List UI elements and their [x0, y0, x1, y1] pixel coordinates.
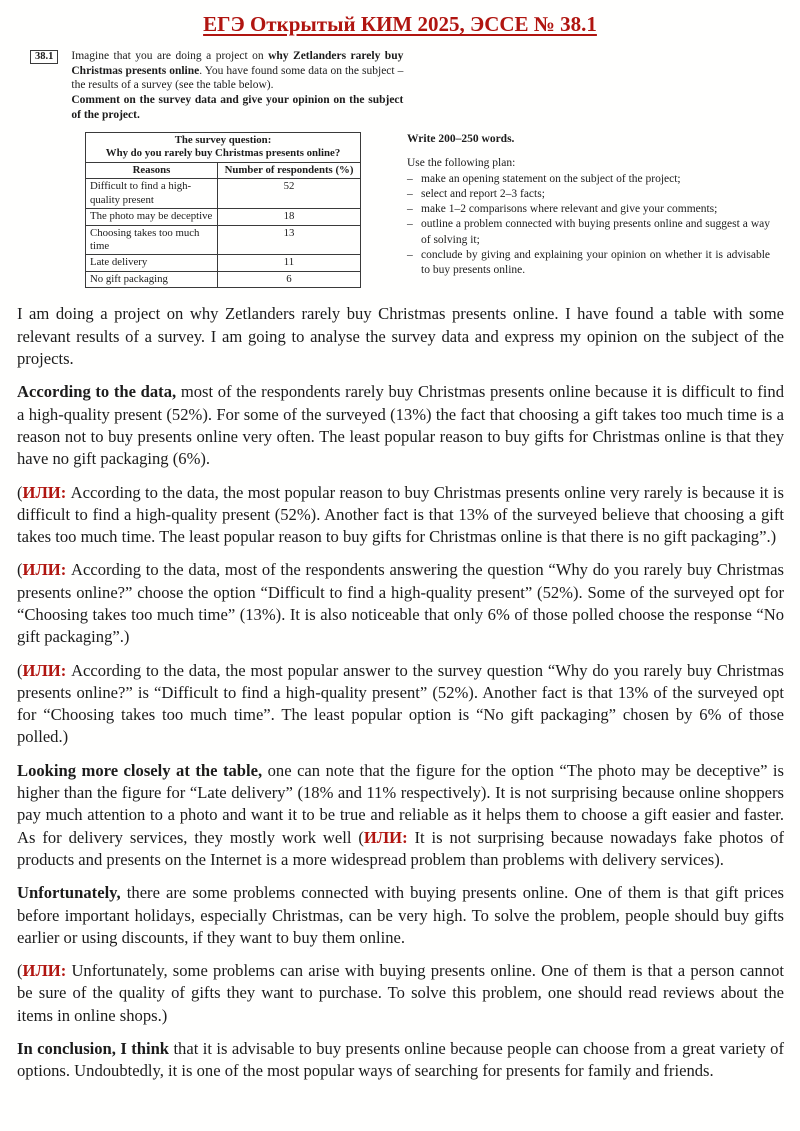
table-row — [86, 255, 361, 271]
value-cell: 11 — [218, 255, 361, 271]
text-segment: . You have found some data on the subject – the results of a survey (see the table below). — [71, 64, 404, 92]
task-instruction-paragraph — [71, 93, 403, 122]
task-number-box: 38.1 — [30, 50, 58, 64]
plan-item — [407, 172, 770, 187]
plan-item-text: select and report 2–3 facts; — [421, 188, 545, 201]
plan-item-text: make 1–2 comparisons where relevant and give your comments; — [421, 203, 718, 216]
task-section — [30, 49, 770, 288]
reason-cell: Late delivery — [86, 255, 218, 271]
text-segment: Comment on the survey data and give your opinion on the subject of the project. — [71, 94, 404, 121]
writing-instructions-panel — [407, 132, 770, 289]
plan-item — [407, 217, 770, 247]
table-title-line2: Why do you rarely buy Christmas presents online? — [105, 147, 341, 160]
dash-marker: – — [407, 172, 413, 185]
table-row — [86, 179, 361, 209]
table-title-row — [86, 132, 361, 162]
text-segment: Imagine that you are doing a project on — [71, 50, 269, 62]
value-cell: 6 — [218, 271, 361, 287]
reason-cell: Choosing takes too much time — [86, 225, 218, 255]
task-instructions — [71, 49, 403, 123]
column-header-reasons: Reasons — [86, 162, 218, 178]
alternative-marker: ИЛИ: — [363, 827, 408, 847]
table-row — [86, 225, 361, 255]
dash-marker: – — [407, 218, 413, 231]
text-segment: why Zetlanders rarely buy Christmas presents online — [71, 50, 404, 77]
table-title-line1: The survey question: — [174, 133, 272, 146]
text-segment: I am doing a project on why Zetlanders rarely buy Christmas presents online. I have found a table with some relevant results of a survey. I am going to analyse the survey data and express my opinion on the subject of the projects. — [17, 304, 784, 369]
dash-marker: – — [407, 203, 413, 216]
essay-paragraph — [17, 559, 784, 648]
column-header-respondents: Number of respondents (%) — [218, 162, 361, 178]
word-limit: Write 200–250 words. — [407, 132, 515, 145]
text-segment: According to the data, the most popular reason to buy Christmas presents online very rarely is because it is difficult to find a high-quality present (52%). Another fact is that 13% of the surveyed believe that choosing a gift takes too much time. The least popular reason to buy gifts for Christmas online is that there is no gift packaging”.) — [17, 482, 784, 547]
plan-item-text: outline a problem connected with buying presents online and suggest a way of solving it; — [421, 218, 770, 246]
page-title-text: ЕГЭ Открытый КИМ 2025, ЭССЕ № 38.1 — [203, 12, 597, 36]
page-title — [0, 12, 800, 37]
table-row — [86, 271, 361, 287]
alternative-marker: ИЛИ: — [22, 660, 67, 680]
essay-paragraph — [17, 482, 784, 549]
value-cell: 52 — [218, 179, 361, 209]
plan-item — [407, 202, 770, 217]
text-segment: ( — [17, 660, 23, 680]
essay-paragraph — [17, 303, 784, 370]
plan-item — [407, 248, 770, 278]
plan-intro: Use the following plan: — [407, 156, 516, 169]
alternative-marker: ИЛИ: — [22, 482, 67, 502]
table-column-header-row — [86, 162, 361, 178]
plan-item-text: conclude by giving and explaining your opinion on whether it is advisable to buy presents online. — [421, 248, 770, 276]
value-cell: 18 — [218, 209, 361, 225]
survey-table-wrap — [85, 132, 361, 289]
text-segment: Unfortunately, — [17, 883, 127, 903]
reason-cell: No gift packaging — [86, 271, 218, 287]
task-body-row — [30, 132, 770, 289]
plan-list — [407, 172, 770, 278]
dash-marker: – — [407, 188, 413, 201]
survey-table — [85, 132, 361, 289]
table-title — [86, 132, 361, 162]
text-segment: one can note that the figure for the option “The photo may be deceptive” is higher than the figure for “Late delivery” (18% and 11% respectively). It is not surprising because online shoppers pay much attention to a photo and want it to be true and reliable as it helps them to choose a gift easier and faster. As for delivery services, they mostly work well ( — [17, 760, 784, 847]
essay-paragraph — [17, 760, 784, 871]
text-segment: According to the data, most of the respondents answering the question “Why do you rarely buy Christmas presents online?” choose the option “Difficult to find a high-quality present” (52%). Some of the surveyed opt for “Choosing takes too much time” (13%). It is also noticeable that only 6% of those polled choose the response “No gift packaging”.) — [17, 560, 784, 647]
survey-table-body — [86, 179, 361, 288]
text-segment: According to the data, the most popular answer to the survey question “Why do you rarely buy Christmas presents online?” is “Difficult to find a high-quality present” (52%). Another fact is that 13% of the surveyed opt for “Choosing takes too much time”. The least popular option is “No gift packaging” chosen by 6% of those polled.) — [17, 660, 784, 747]
text-segment: According to the data, — [17, 382, 181, 402]
reason-cell: The photo may be deceptive — [86, 209, 218, 225]
essay-paragraph — [17, 882, 784, 949]
alternative-marker: ИЛИ: — [22, 560, 67, 580]
essay-body — [17, 303, 784, 1082]
text-segment: In conclusion, I think — [17, 1039, 174, 1059]
reason-cell: Difficult to find a high-quality present — [86, 179, 218, 209]
plan-item-text: make an opening statement on the subject of the project; — [421, 172, 681, 185]
alternative-marker: ИЛИ: — [22, 961, 67, 981]
text-segment: It is not surprising because nowadays fake photos of products and presents on the Internet is a more widespread problem than problems with delivery services). — [17, 827, 784, 869]
text-segment: ( — [17, 482, 23, 502]
task-instruction-paragraph — [71, 49, 403, 93]
table-row — [86, 209, 361, 225]
plan-item — [407, 187, 770, 202]
essay-paragraph — [17, 960, 784, 1027]
text-segment: Looking more closely at the table, — [17, 760, 268, 780]
value-cell: 13 — [218, 225, 361, 255]
text-segment: that it is advisable to buy presents online because people can choose from a great variety of options. Undoubtedly, it is one of the most popular ways of searching for presents for family and friends. — [17, 1039, 784, 1081]
essay-paragraph — [17, 660, 784, 749]
text-segment: Unfortunately, some problems can arise with buying presents online. One of them is that a person cannot be sure of the quality of gifts they want to purchase. To solve this problem, one should read reviews about the items in online shops.) — [17, 961, 784, 1025]
text-segment: ( — [17, 961, 23, 981]
dash-marker: – — [407, 248, 413, 261]
text-segment: there are some problems connected with buying presents online. One of them is that gift prices before important holidays, especially Christmas, can be very high. To solve the problem, people should buy gifts earlier or using discounts, if they want to buy them online. — [17, 883, 785, 947]
task-header-row — [30, 49, 770, 123]
essay-paragraph — [17, 1038, 784, 1083]
text-segment: most of the respondents rarely buy Christmas presents online because it is difficult to find a high-quality present (52%). For some of the surveyed (13%) the fact that choosing a gift takes too much time is a reason not to buy presents online very often. The least popular reason to buy gifts for Christmas online is that they have no gift packaging (6%). — [17, 382, 785, 469]
essay-paragraph — [17, 381, 784, 470]
text-segment: ( — [17, 560, 23, 580]
